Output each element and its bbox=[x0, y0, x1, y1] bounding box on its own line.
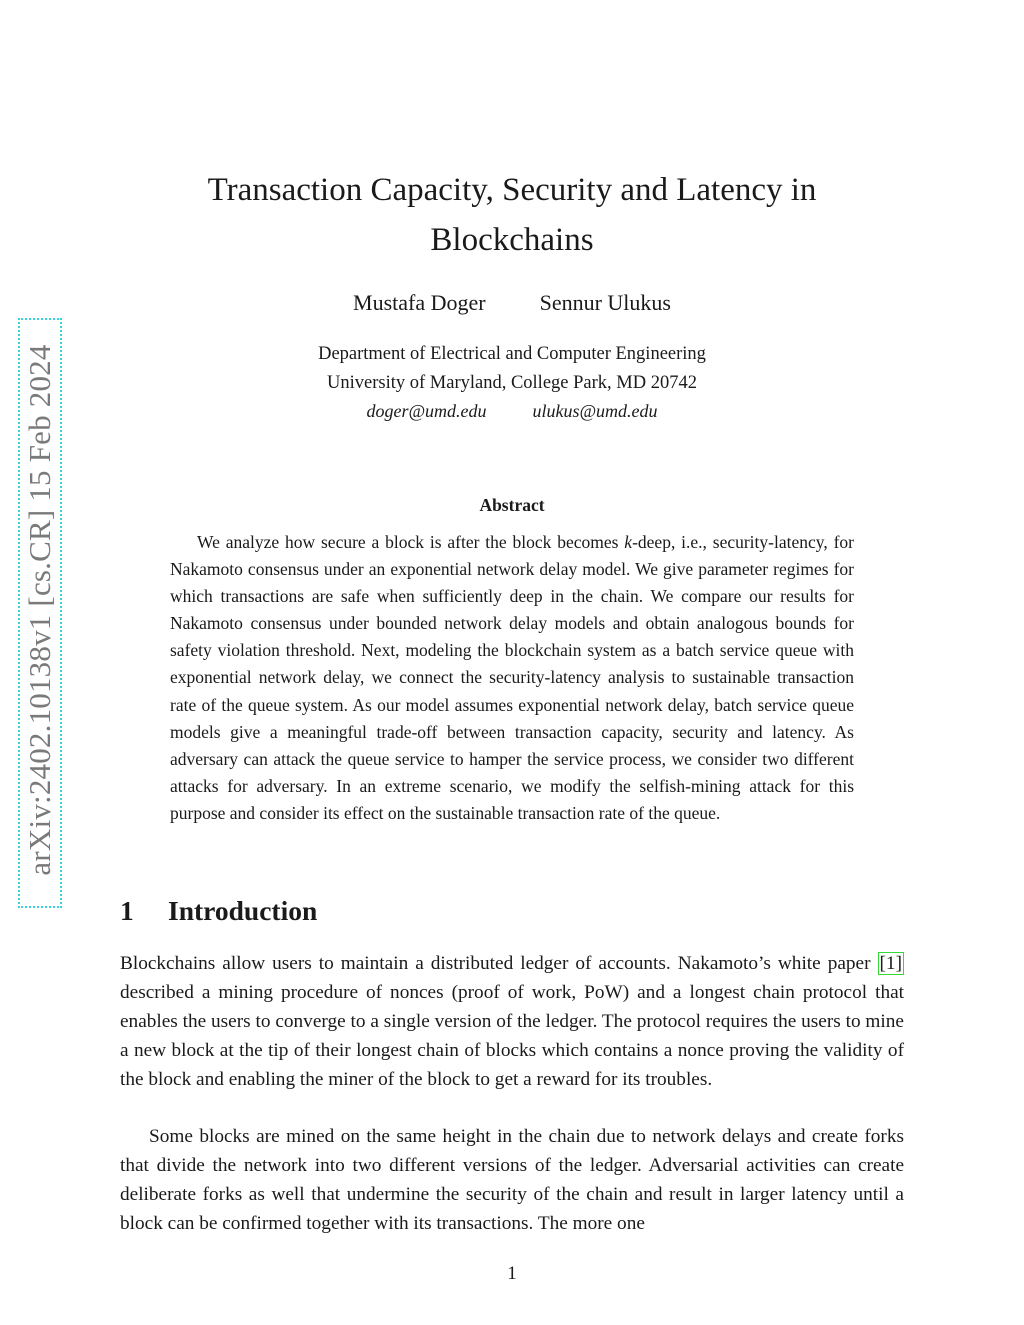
abstract-text-part: -deep, i.e., security-latency, for Nakamoto consensus under an exponential network delay model. We give parameter regimes for which transactions are safe when sufficiently deep in the chain. We compare our results for Nakamoto consensus under bounded network delay models and obtain analogous bounds for safety violation threshold. Next, modeling the blockchain system as a batch service queue with exponential network delay, we connect the security-latency analysis to sustainable transaction rate of the queue system. As our model assumes exponential network delay, batch service queue models give a meaningful trade-off between transaction capacity, security and latency. As adversary can attack the queue service to hamper the service process, we consider two different attacks for adversary. In an extreme scenario, we modify the selfish-mining attack for this purpose and consider its effect on the sustainable transaction rate of the queue. bbox=[170, 532, 854, 823]
arxiv-stamp-text[interactable]: arXiv:2402.10138v1 [cs.CR] 15 Feb 2024 bbox=[22, 344, 57, 876]
paragraph-text: described a mining procedure of nonces (proof of work, PoW) and a longest chain protocol that enables the users to converge to a single version of the ledger. The protocol requires the users to mine a new block at the tip of their longest chain of blocks which contains a nonce proving the validity of the block and enabling the miner of the block to get a reward for its troubles. bbox=[120, 982, 904, 1090]
department: Department of Electrical and Computer Engineering bbox=[318, 344, 706, 364]
author-name: Mustafa Doger bbox=[353, 290, 486, 315]
page-number: 1 bbox=[507, 1263, 517, 1284]
paper-title: Transaction Capacity, Security and Latency in Blockchains bbox=[207, 172, 817, 258]
abstract-heading: Abstract bbox=[479, 495, 545, 515]
author-email[interactable]: doger@umd.edu bbox=[366, 401, 487, 421]
section-number: 1 bbox=[120, 895, 134, 926]
university: University of Maryland, College Park, MD 20742 bbox=[327, 373, 697, 393]
k-variable: k bbox=[624, 532, 633, 552]
intro-paragraph-1 bbox=[120, 949, 904, 1094]
email-list bbox=[212, 398, 812, 424]
citation-link[interactable]: [1] bbox=[879, 953, 902, 974]
section-heading bbox=[120, 893, 904, 929]
paragraph-text: Blockchains allow users to maintain a distributed ledger of accounts. Nakamoto’s white paper bbox=[120, 953, 878, 974]
section-title: Introduction bbox=[168, 895, 318, 926]
author-email[interactable]: ulukus@umd.edu bbox=[532, 401, 658, 421]
intro-paragraph-2: Some blocks are mined on the same height in the chain due to network delays and create forks that divide the network into two different versions of the ledger. Adversarial activities can create deliberate forks as well that undermine the security of the chain and result in larger latency until a block can be confirmed together with its transactions. The more one bbox=[120, 1126, 904, 1234]
affiliation bbox=[212, 340, 812, 398]
author-name: Sennur Ulukus bbox=[539, 290, 671, 315]
author-list bbox=[212, 288, 812, 318]
abstract-text bbox=[170, 529, 854, 827]
abstract-text-part: We analyze how secure a block is after the block becomes bbox=[197, 532, 625, 552]
